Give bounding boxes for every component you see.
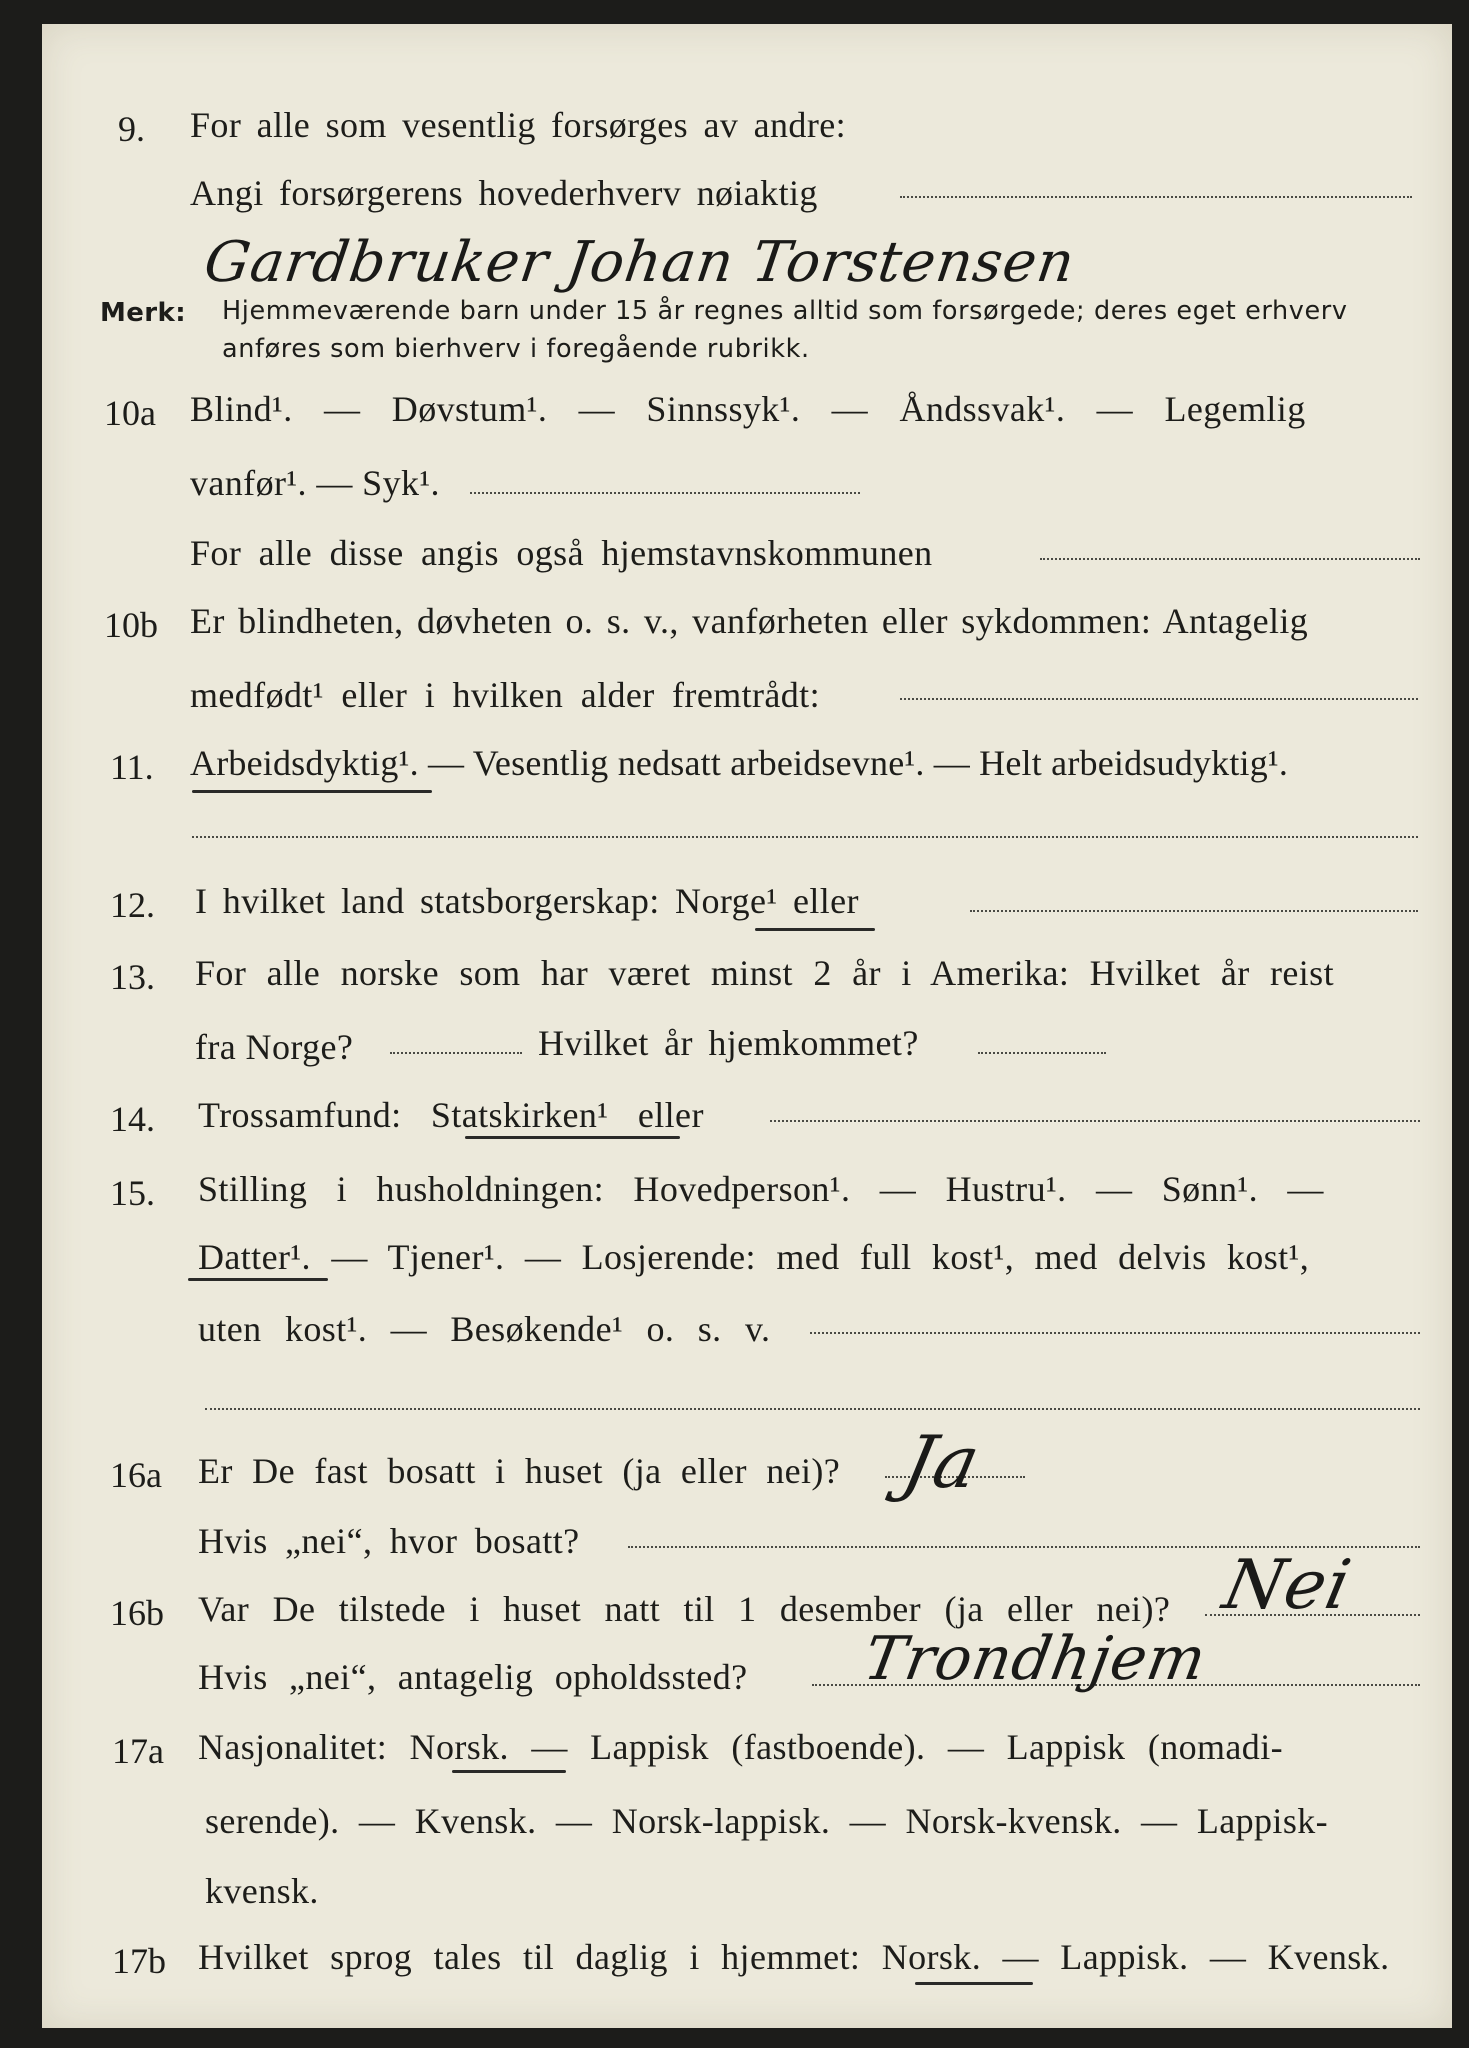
- q13-line2a: fra Norge?: [195, 1027, 354, 1067]
- q17a-line2: serende). — Kvensk. — Norsk-lappisk. — Norsk-kvensk. — Lappisk-: [205, 1801, 1329, 1841]
- q11-number: 11.: [110, 747, 154, 787]
- q9-line2: Angi forsørgerens hovederhverv nøiaktig: [190, 173, 818, 213]
- q13-line1: For alle norske som har været minst 2 år i Amerika: Hvilket år reist: [195, 953, 1334, 993]
- q10b-line2-dots: [900, 698, 1418, 700]
- q12-dots: [970, 910, 1418, 912]
- q16b-number: 16b: [110, 1593, 164, 1633]
- q15-line3-dots: [810, 1332, 1420, 1334]
- q16b-line2: Hvis „nei“, antagelig opholdssted?: [198, 1657, 748, 1697]
- q12-number: 12.: [110, 885, 155, 925]
- q15-datter-underline: [188, 1278, 328, 1281]
- q15-number: 15.: [110, 1173, 155, 1213]
- q16b-answer2-handwriting: Trondhjem: [858, 1624, 1212, 1694]
- q17b-norsk-underline: [915, 1982, 1033, 1985]
- q9-line2-dots: [900, 196, 1412, 198]
- q10a-line3-dots: [1040, 558, 1420, 560]
- q16a-line1: Er De fast bosatt i huset (ja eller nei)?: [198, 1451, 841, 1491]
- q10b-line2: medfødt¹ eller i hvilken alder fremtrådt:: [190, 675, 820, 715]
- q14-dots: [770, 1120, 1420, 1122]
- q10b-line1: Er blindheten, døvheten o. s. v., vanførheten eller sykdommen: Antagelig: [190, 601, 1309, 641]
- q16b-line1: Var De tilstede i huset natt til 1 desember (ja eller nei)?: [198, 1589, 1171, 1629]
- q10b-number: 10b: [104, 605, 158, 645]
- q15-line1: Stilling i husholdningen: Hovedperson¹. — Hustru¹. — Sønn¹. —: [198, 1169, 1324, 1209]
- q14-number: 14.: [110, 1099, 155, 1139]
- q11-arbeidsdyktig-underline: [192, 790, 432, 793]
- q14-line1: Trossamfund: Statskirken¹ eller: [198, 1095, 704, 1135]
- q17a-norsk-underline: [452, 1770, 566, 1773]
- q9-answer-handwriting: Gardbruker Johan Torstensen: [200, 230, 1080, 295]
- q17a-number: 17a: [112, 1731, 164, 1771]
- q13-number: 13.: [110, 957, 155, 997]
- q12-line1: I hvilket land statsborgerskap: Norge¹ eller: [195, 881, 859, 921]
- q15-blank-dots: [205, 1408, 1420, 1410]
- q15-line2: Datter¹. — Tjener¹. — Losjerende: med full kost¹, med delvis kost¹,: [198, 1237, 1310, 1277]
- q17b-number: 17b: [112, 1941, 166, 1981]
- q9-line1: For alle som vesentlig forsørges av andre:: [190, 105, 846, 145]
- q13-line2b: Hvilket år hjemkommet?: [538, 1023, 919, 1063]
- merk-line1: Hjemmeværende barn under 15 år regnes alltid som forsørgede; deres eget erhverv: [222, 296, 1348, 326]
- q12-norge-underline: [755, 928, 875, 931]
- q17a-line3: kvensk.: [205, 1871, 319, 1911]
- merk-label: Merk:: [100, 298, 187, 328]
- q17b-line1: Hvilket sprog tales til daglig i hjemmet: Norsk. — Lappisk. — Kvensk.: [198, 1937, 1390, 1977]
- q10a-number: 10a: [104, 393, 156, 433]
- q11-blank-dots: [192, 836, 1418, 838]
- q10a-line2: vanfør¹. — Syk¹.: [190, 463, 440, 503]
- merk-line2: anføres som bierhverv i foregående rubrikk.: [222, 334, 810, 364]
- q10a-line1: Blind¹. — Døvstum¹. — Sinnssyk¹. — Åndssvak¹. — Legemlig: [190, 389, 1306, 429]
- q10a-line3: For alle disse angis også hjemstavnskommunen: [190, 533, 933, 573]
- q16a-answer-handwriting: Ja: [896, 1420, 988, 1504]
- q16b-answer-handwriting: Nei: [1216, 1546, 1358, 1625]
- q11-line1: Arbeidsdyktig¹. — Vesentlig nedsatt arbeidsevne¹. — Helt arbeidsudyktig¹.: [190, 743, 1289, 783]
- q14-statskirken-underline: [465, 1136, 680, 1139]
- q10a-line2-dots: [470, 492, 860, 494]
- q15-line3: uten kost¹. — Besøkende¹ o. s. v.: [198, 1309, 771, 1349]
- q17a-line1: Nasjonalitet: Norsk. — Lappisk (fastboende). — Lappisk (nomadi-: [198, 1727, 1283, 1767]
- q16a-number: 16a: [110, 1455, 162, 1495]
- q13-line2b-dots: [978, 1052, 1106, 1054]
- q16a-line2: Hvis „nei“, hvor bosatt?: [198, 1521, 580, 1561]
- q9-number: 9.: [118, 109, 145, 149]
- q13-line2a-dots: [390, 1052, 522, 1054]
